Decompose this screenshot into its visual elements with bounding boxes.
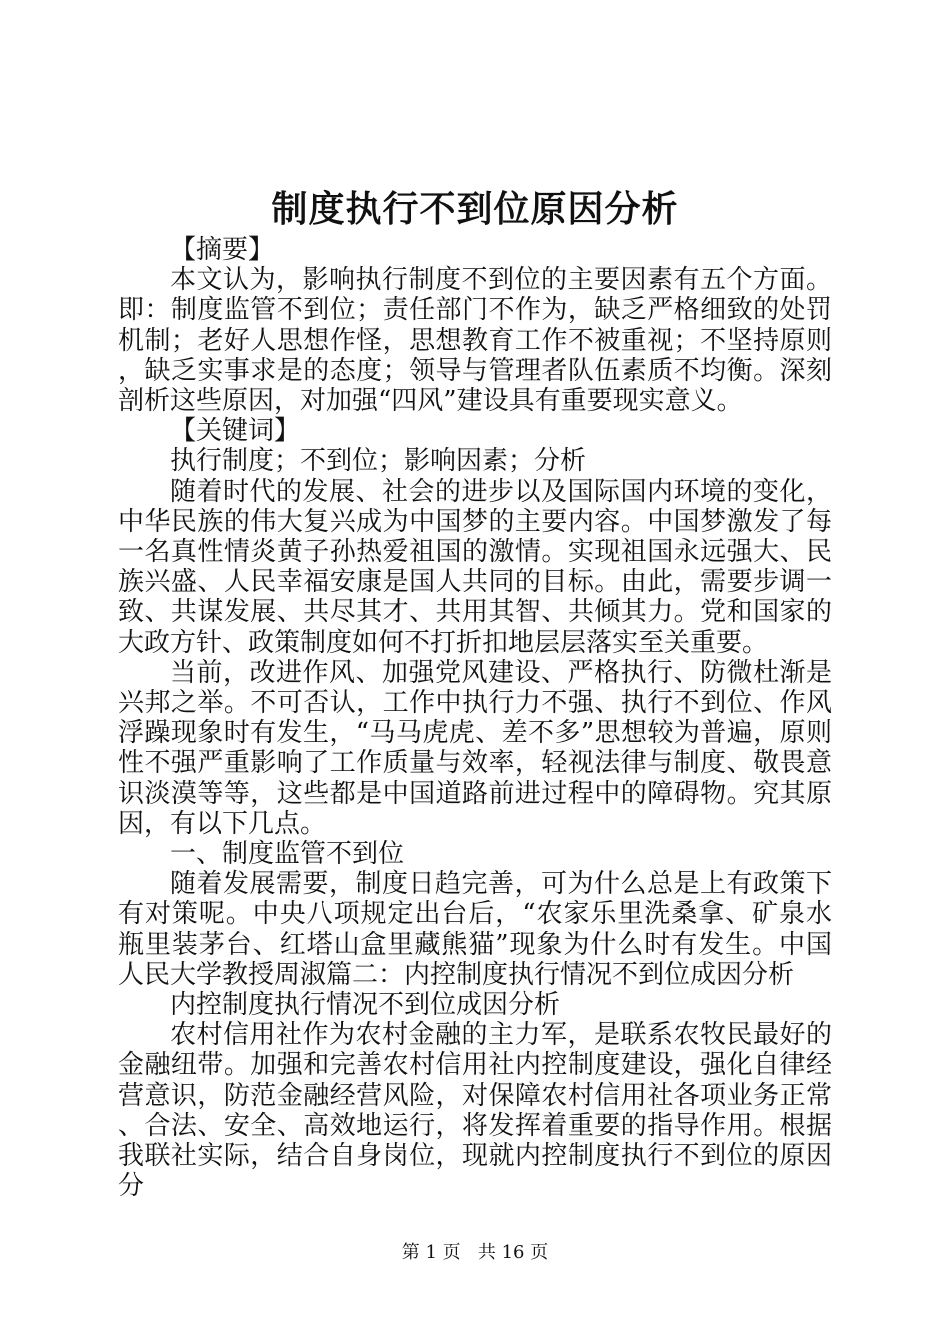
keywords-paragraph: 执行制度；不到位；影响因素；分析: [170, 446, 587, 477]
abstract-paragraph: 本文认为，影响执行制度不到位的主要因素有五个方面。即：制度监管不到位；责任部门不作为，缺乏严格细致的处罚机制；老好人思想作怪，思想教育工作不被重视；不坚持原则，缺乏实事求是的态度；领导与管理者队伍素质不均衡。深刻剖析这些原因，对加强“四风”建设具有重要现实意义。: [118, 265, 832, 417]
page-footer: [0, 1241, 950, 1265]
section-heading-1: 一、制度监管不到位: [170, 839, 405, 870]
body-paragraph-2: 当前，改进作风、加强党风建设、严格执行、防微杜渐是兴邦之举。不可否认，工作中执行力不强、执行不到位、作风浮躁现象时有发生，“马马虎虎、差不多”思想较为普遍，原则性不强严重影响了工作质量与效率，轻视法律与制度、敬畏意识淡漠等等，这些都是中国道路前进过程中的障碍物。究其原因，有以下几点。: [118, 657, 832, 839]
body-paragraph-4: 农村信用社作为农村金融的主力军，是联系农牧民最好的金融纽带。加强和完善农村信用社内控制度建设，强化自律经营意识，防范金融经营风险，对保障农村信用社各项业务正常、合法、安全、高效地运行，将发挥着重要的指导作用。根据我联社实际，结合自身岗位，现就内控制度执行不到位的原因分: [118, 1020, 832, 1202]
document-body: [118, 235, 832, 1202]
section-heading-2: 内控制度执行情况不到位成因分析: [170, 990, 561, 1021]
body-paragraph-3: 随着发展需要，制度日趋完善，可为什么总是上有政策下有对策呢。中央八项规定出台后，“农家乐里洗桑拿、矿泉水瓶里装茅台、红塔山盒里藏熊猫”现象为什么时有发生。中国人民大学教授周淑篇二：内控制度执行情况不到位成因分析: [118, 869, 832, 990]
document-title: 制度执行不到位原因分析: [271, 189, 679, 230]
body-paragraph-1: 随着时代的发展、社会的进步以及国际国内环境的变化，中华民族的伟大复兴成为中国梦的主要内容。中国梦激发了每一名真性情炎黄子孙热爱祖国的激情。实现祖国永远强大、民族兴盛、人民幸福安康是国人共同的目标。由此，需要步调一致、共谋发展、共尽其才、共用其智、共倾其力。党和国家的大政方针、政策制度如何不打折扣地层层落实至关重要。: [118, 476, 832, 658]
keywords-heading: 【关键词】: [170, 416, 301, 447]
page-number: 第 1 页 共 16 页: [401, 1242, 549, 1263]
abstract-heading: 【摘要】: [170, 235, 275, 265]
